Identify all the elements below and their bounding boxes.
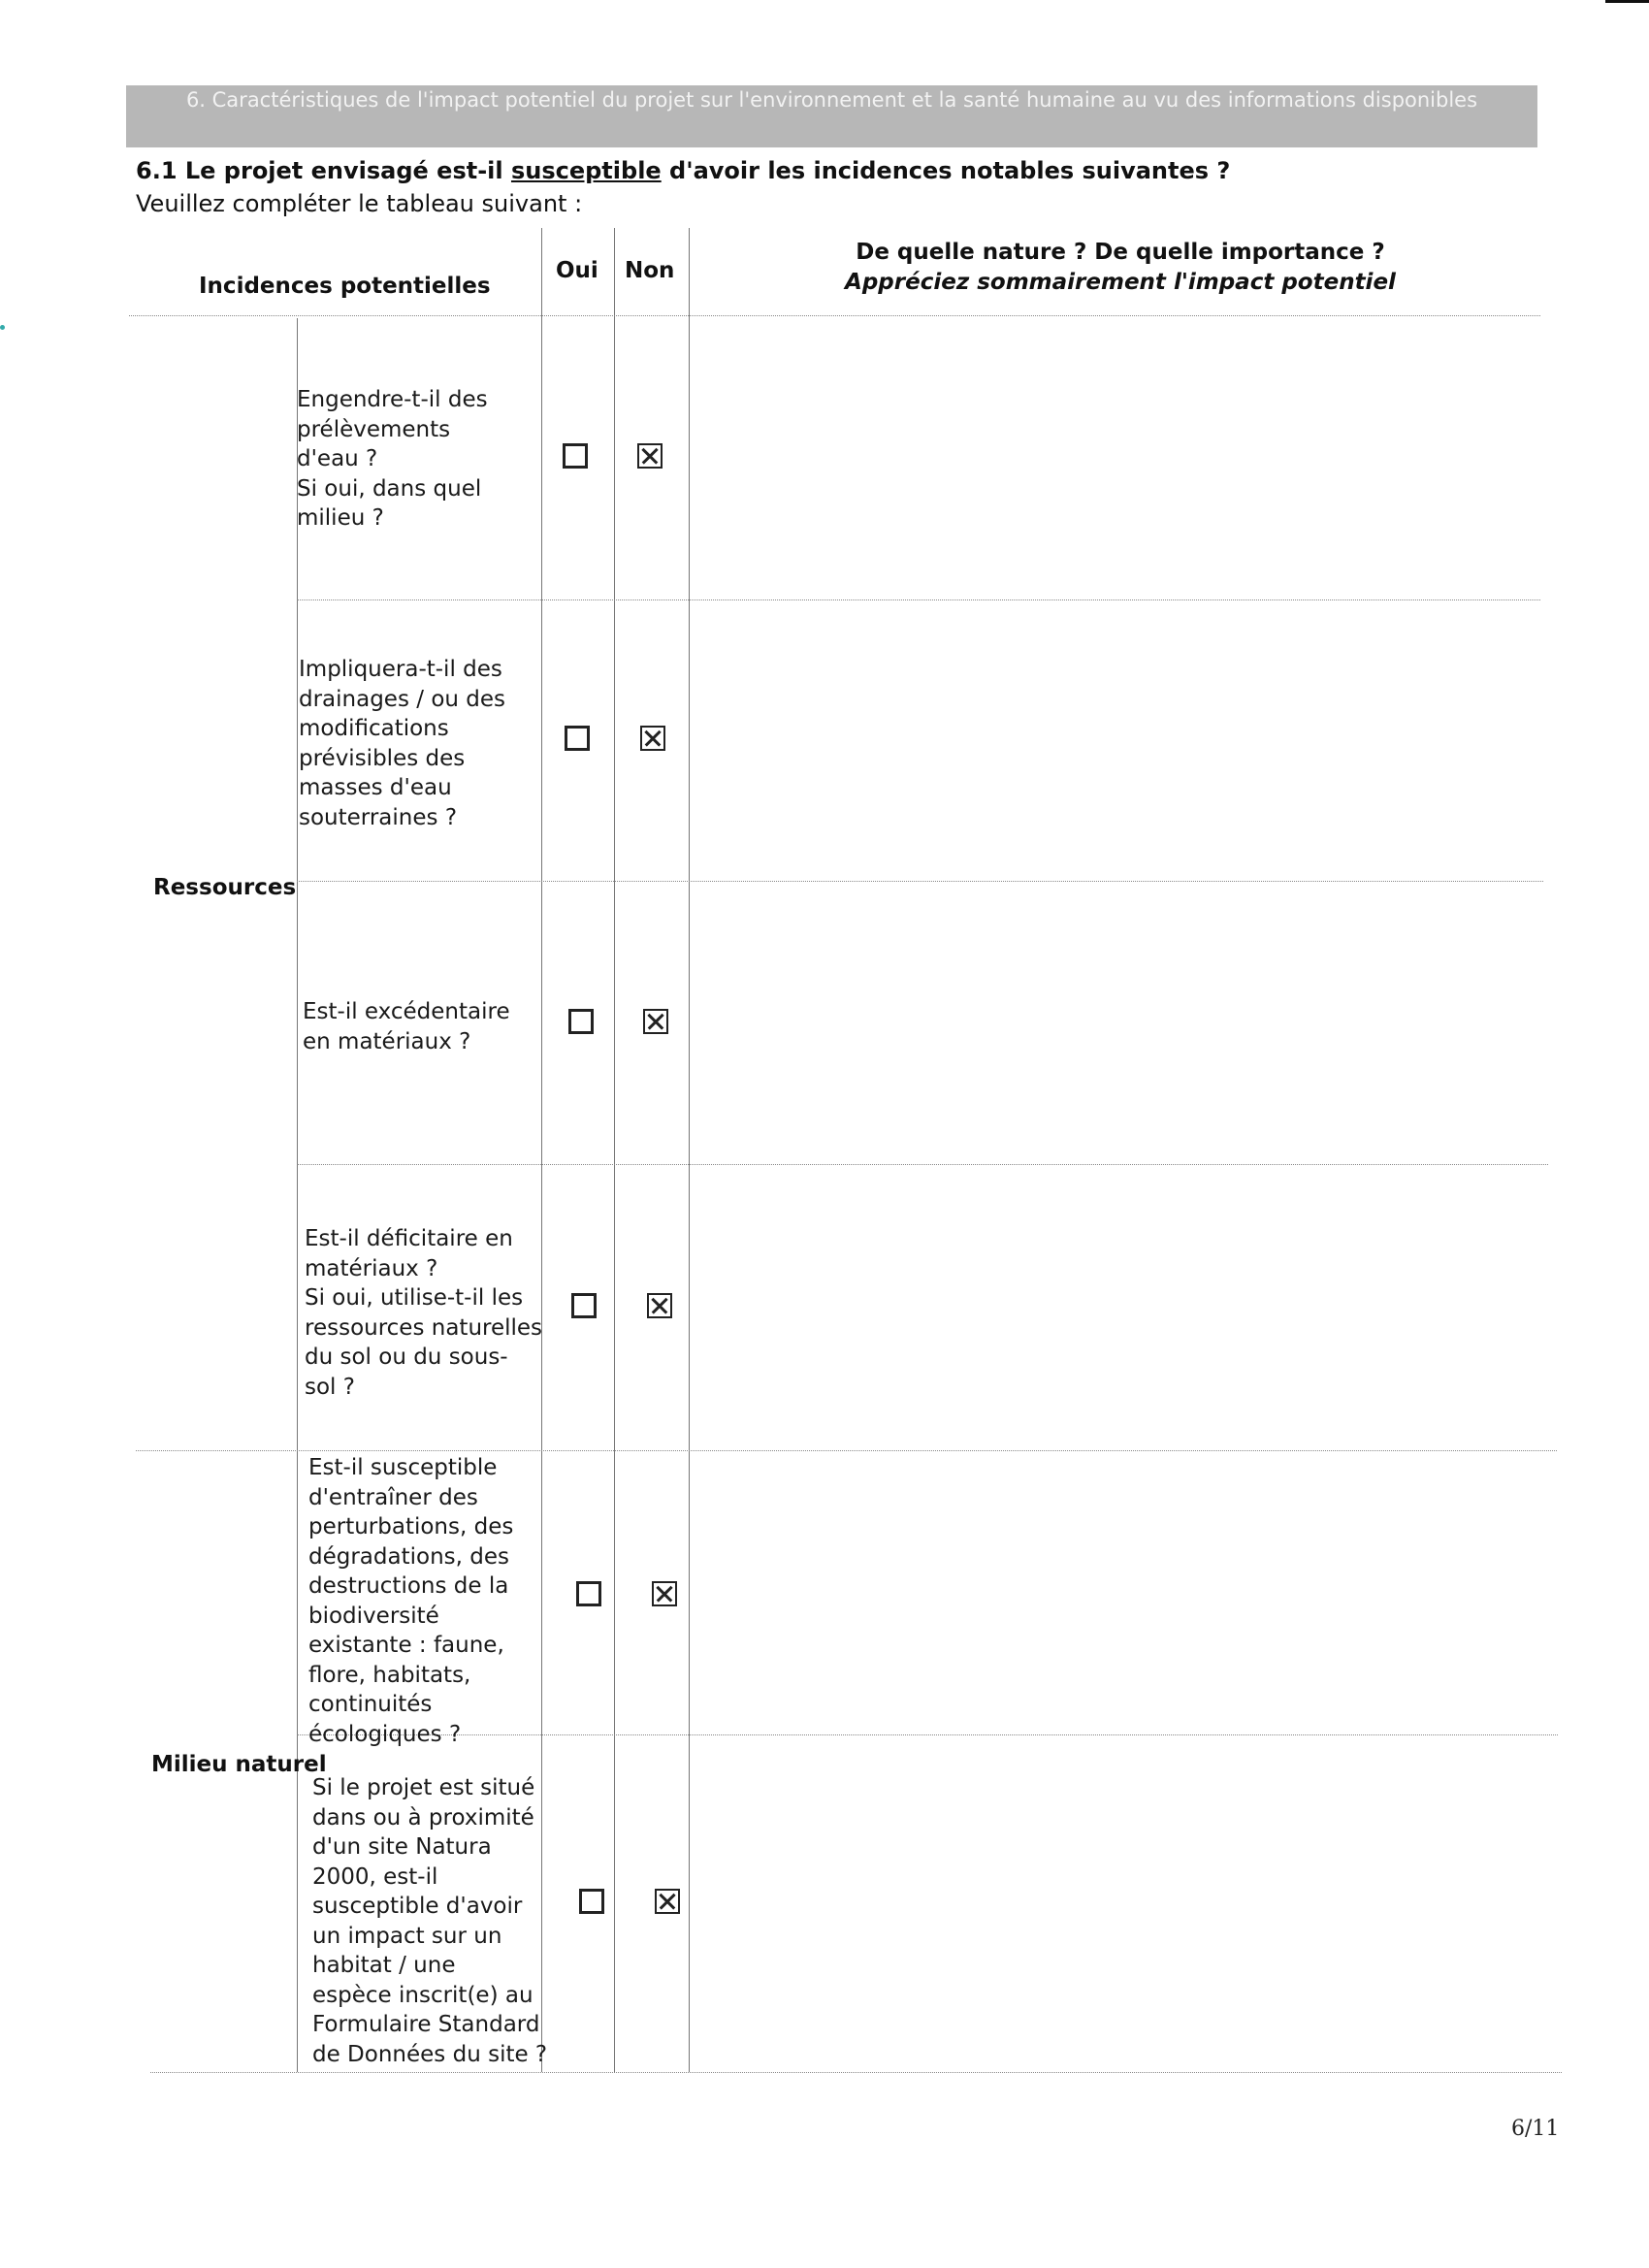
col-divider-oui [614, 228, 615, 2072]
nature-field[interactable] [691, 601, 1540, 880]
row-line-1 [297, 599, 1540, 600]
question-title-underlined: susceptible [510, 157, 662, 184]
header-bottom-line [129, 315, 1540, 316]
table-bottom-line [150, 2072, 1562, 2073]
header-nature-line2: Appréciez sommairement l'impact potentiel [845, 270, 1396, 295]
checkbox-non[interactable] [643, 1009, 668, 1034]
question-number: 6.1 [136, 157, 178, 184]
checkbox-oui[interactable] [568, 1009, 594, 1034]
question-title-after: d'avoir les incidences notables suivantes ? [661, 157, 1231, 184]
checkbox-non[interactable] [640, 726, 665, 751]
section-banner: 6. Caractéristiques de l'impact potentiel du projet sur l'environnement et la santé humaine au vu des informations disponibles [126, 85, 1537, 147]
row-line-2 [297, 881, 1543, 882]
question-text: Impliquera-t-il des drainages / ou des modifications prévisibles des masses d'eau souterraines ? [299, 657, 506, 830]
question-text: Est-il susceptible d'entraîner des perturbations, des dégradations, des destructions de la biodiversité existante : faune, flore, habitats, continuités écologiques ? [308, 1455, 514, 1747]
question-text: Est-il excédentaire en matériaux ? [303, 999, 510, 1054]
category-line [136, 1450, 1557, 1451]
nature-field[interactable] [691, 1452, 1558, 1733]
question-title [136, 157, 1230, 184]
header-non: Non [625, 258, 675, 283]
checkbox-non[interactable] [655, 1889, 680, 1914]
category-ressources: Ressources [153, 875, 297, 900]
checkbox-oui[interactable] [576, 1581, 601, 1606]
header-incidences: Incidences potentielles [199, 274, 491, 299]
scan-corner-mark [1605, 0, 1649, 3]
checkbox-oui[interactable] [579, 1889, 604, 1914]
checkbox-non[interactable] [637, 443, 663, 469]
scan-speck [0, 325, 5, 330]
nature-field[interactable] [691, 317, 1540, 599]
header-oui: Oui [556, 258, 598, 283]
nature-field[interactable] [691, 1736, 1558, 2071]
col-divider-non [689, 228, 690, 2072]
row-line-3 [297, 1164, 1548, 1165]
checkbox-non[interactable] [647, 1293, 672, 1318]
question-text: Engendre-t-il des prélèvements d'eau ? Si oui, dans quel milieu ? [297, 387, 488, 531]
question-title-before: Le projet envisagé est-il [184, 157, 511, 184]
question-text: Si le projet est situé dans ou à proximité d'un site Natura 2000, est-il susceptible d'avoir un impact sur un habitat / une espèce inscrit(e) au Formulaire Standard de Données du site ? [312, 1775, 548, 2067]
checkbox-non[interactable] [652, 1581, 677, 1606]
col-divider-category [297, 318, 298, 2072]
header-nature [698, 238, 1542, 298]
category-milieu-naturel: Milieu naturel [151, 1752, 327, 1777]
nature-field[interactable] [691, 1166, 1548, 1449]
page-number: 6/11 [1511, 2117, 1560, 2141]
checkbox-oui[interactable] [565, 726, 590, 751]
checkbox-oui[interactable] [563, 443, 588, 469]
question-text: Est-il déficitaire en matériaux ? Si oui, utilise-t-il les ressources naturelles du sol ou du sous- sol ? [305, 1226, 543, 1400]
header-nature-line1: De quelle nature ? De quelle importance ? [856, 240, 1385, 265]
nature-field[interactable] [691, 883, 1543, 1163]
question-instruction: Veuillez compléter le tableau suivant : [136, 190, 583, 217]
checkbox-oui[interactable] [571, 1293, 597, 1318]
